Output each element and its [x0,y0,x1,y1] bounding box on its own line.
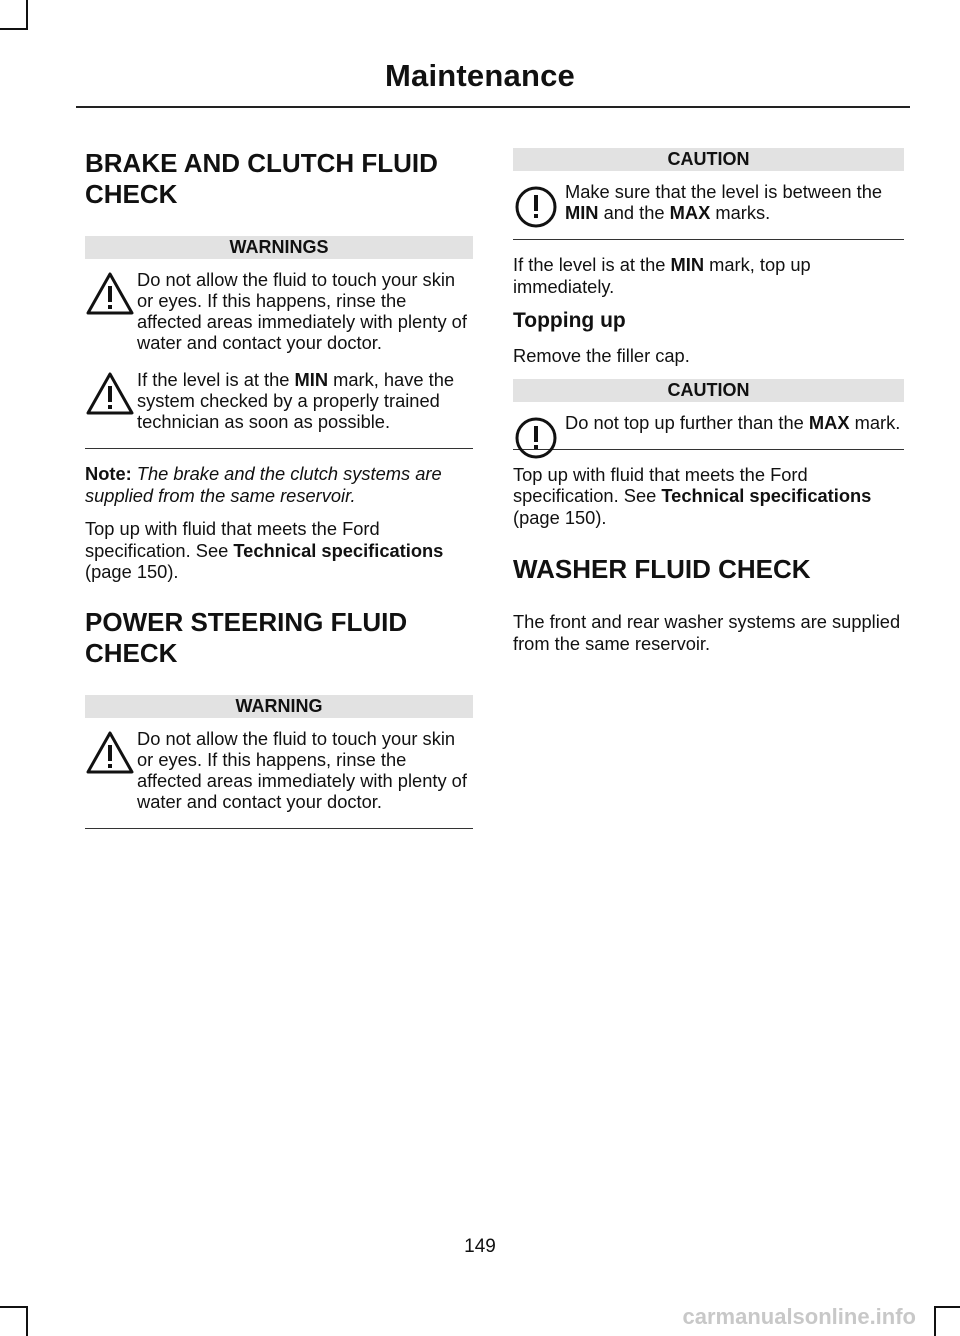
technical-specifications-link[interactable]: Technical specifications [233,539,444,561]
warning-block [85,269,473,353]
crop-mark [26,0,28,30]
topup-paragraph: Top up with fluid that meets the Ford specification. See Technical specifications (page 150). [513,463,872,528]
caution-circle-icon [513,183,563,229]
warning-text: Do not allow the fluid to touch your skin or eyes. If this happens, rinse the affected areas immediately with plenty of water and contact your doctor. [137,269,467,353]
section-divider [85,828,473,829]
left-column [85,148,473,843]
warning-block [85,369,473,432]
caution-text: Do not top up further than the MAX mark. [565,411,901,433]
remove-cap-paragraph: Remove the filler cap. [513,345,690,366]
warning-block [85,728,473,812]
topup-paragraph: Top up with fluid that meets the Ford specification. See Technical specifications (page 150). [85,518,444,582]
power-steering-heading: POWER STEERING FLUID CHECK [85,606,408,668]
washer-paragraph: The front and rear washer systems are supplied from the same reservoir. [513,611,901,654]
level-paragraph: If the level is at the MIN mark, top up immediately. [513,254,811,297]
caution-bar: CAUTION [513,148,904,171]
caution-text: Make sure that the level is between the MIN and the MAX marks. [565,181,883,223]
warning-triangle-icon [85,271,135,317]
warning-text: If the level is at the MIN mark, have the system checked by a properly trained technician as soon as possible. [137,369,455,432]
section-divider [85,448,473,449]
crop-mark [26,1306,28,1336]
header-divider [76,106,910,108]
warning-triangle-icon [85,371,135,417]
caution-bar: CAUTION [513,379,904,402]
technical-specifications-link[interactable]: Technical specifications [661,485,872,506]
section-divider [513,449,904,450]
warning-bar: WARNING [85,695,473,718]
warning-text: Do not allow the fluid to touch your skin or eyes. If this happens, rinse the affected areas immediately with plenty of water and contact your doctor. [137,727,467,812]
topping-up-heading: Topping up [513,309,626,332]
page-number: 149 [464,1236,496,1257]
caution-block [513,412,904,433]
warnings-bar: WARNINGS [85,236,473,259]
caution-block [513,181,904,223]
warning-triangle-icon [85,730,135,776]
crop-mark [934,1306,936,1336]
crop-mark [0,1306,26,1308]
brake-clutch-heading: BRAKE AND CLUTCH FLUID CHECK [85,148,438,209]
right-column [513,148,904,666]
note-paragraph: Note: The brake and the clutch systems are supplied from the same reservoir. [85,463,442,506]
caution-circle-icon [513,414,563,460]
crop-mark [0,28,26,30]
washer-fluid-heading: WASHER FLUID CHECK [513,554,811,584]
watermark: carmanualsonline.info [682,1304,916,1329]
crop-mark [934,1306,960,1308]
page-title: Maintenance [385,58,575,93]
section-divider [513,239,904,240]
